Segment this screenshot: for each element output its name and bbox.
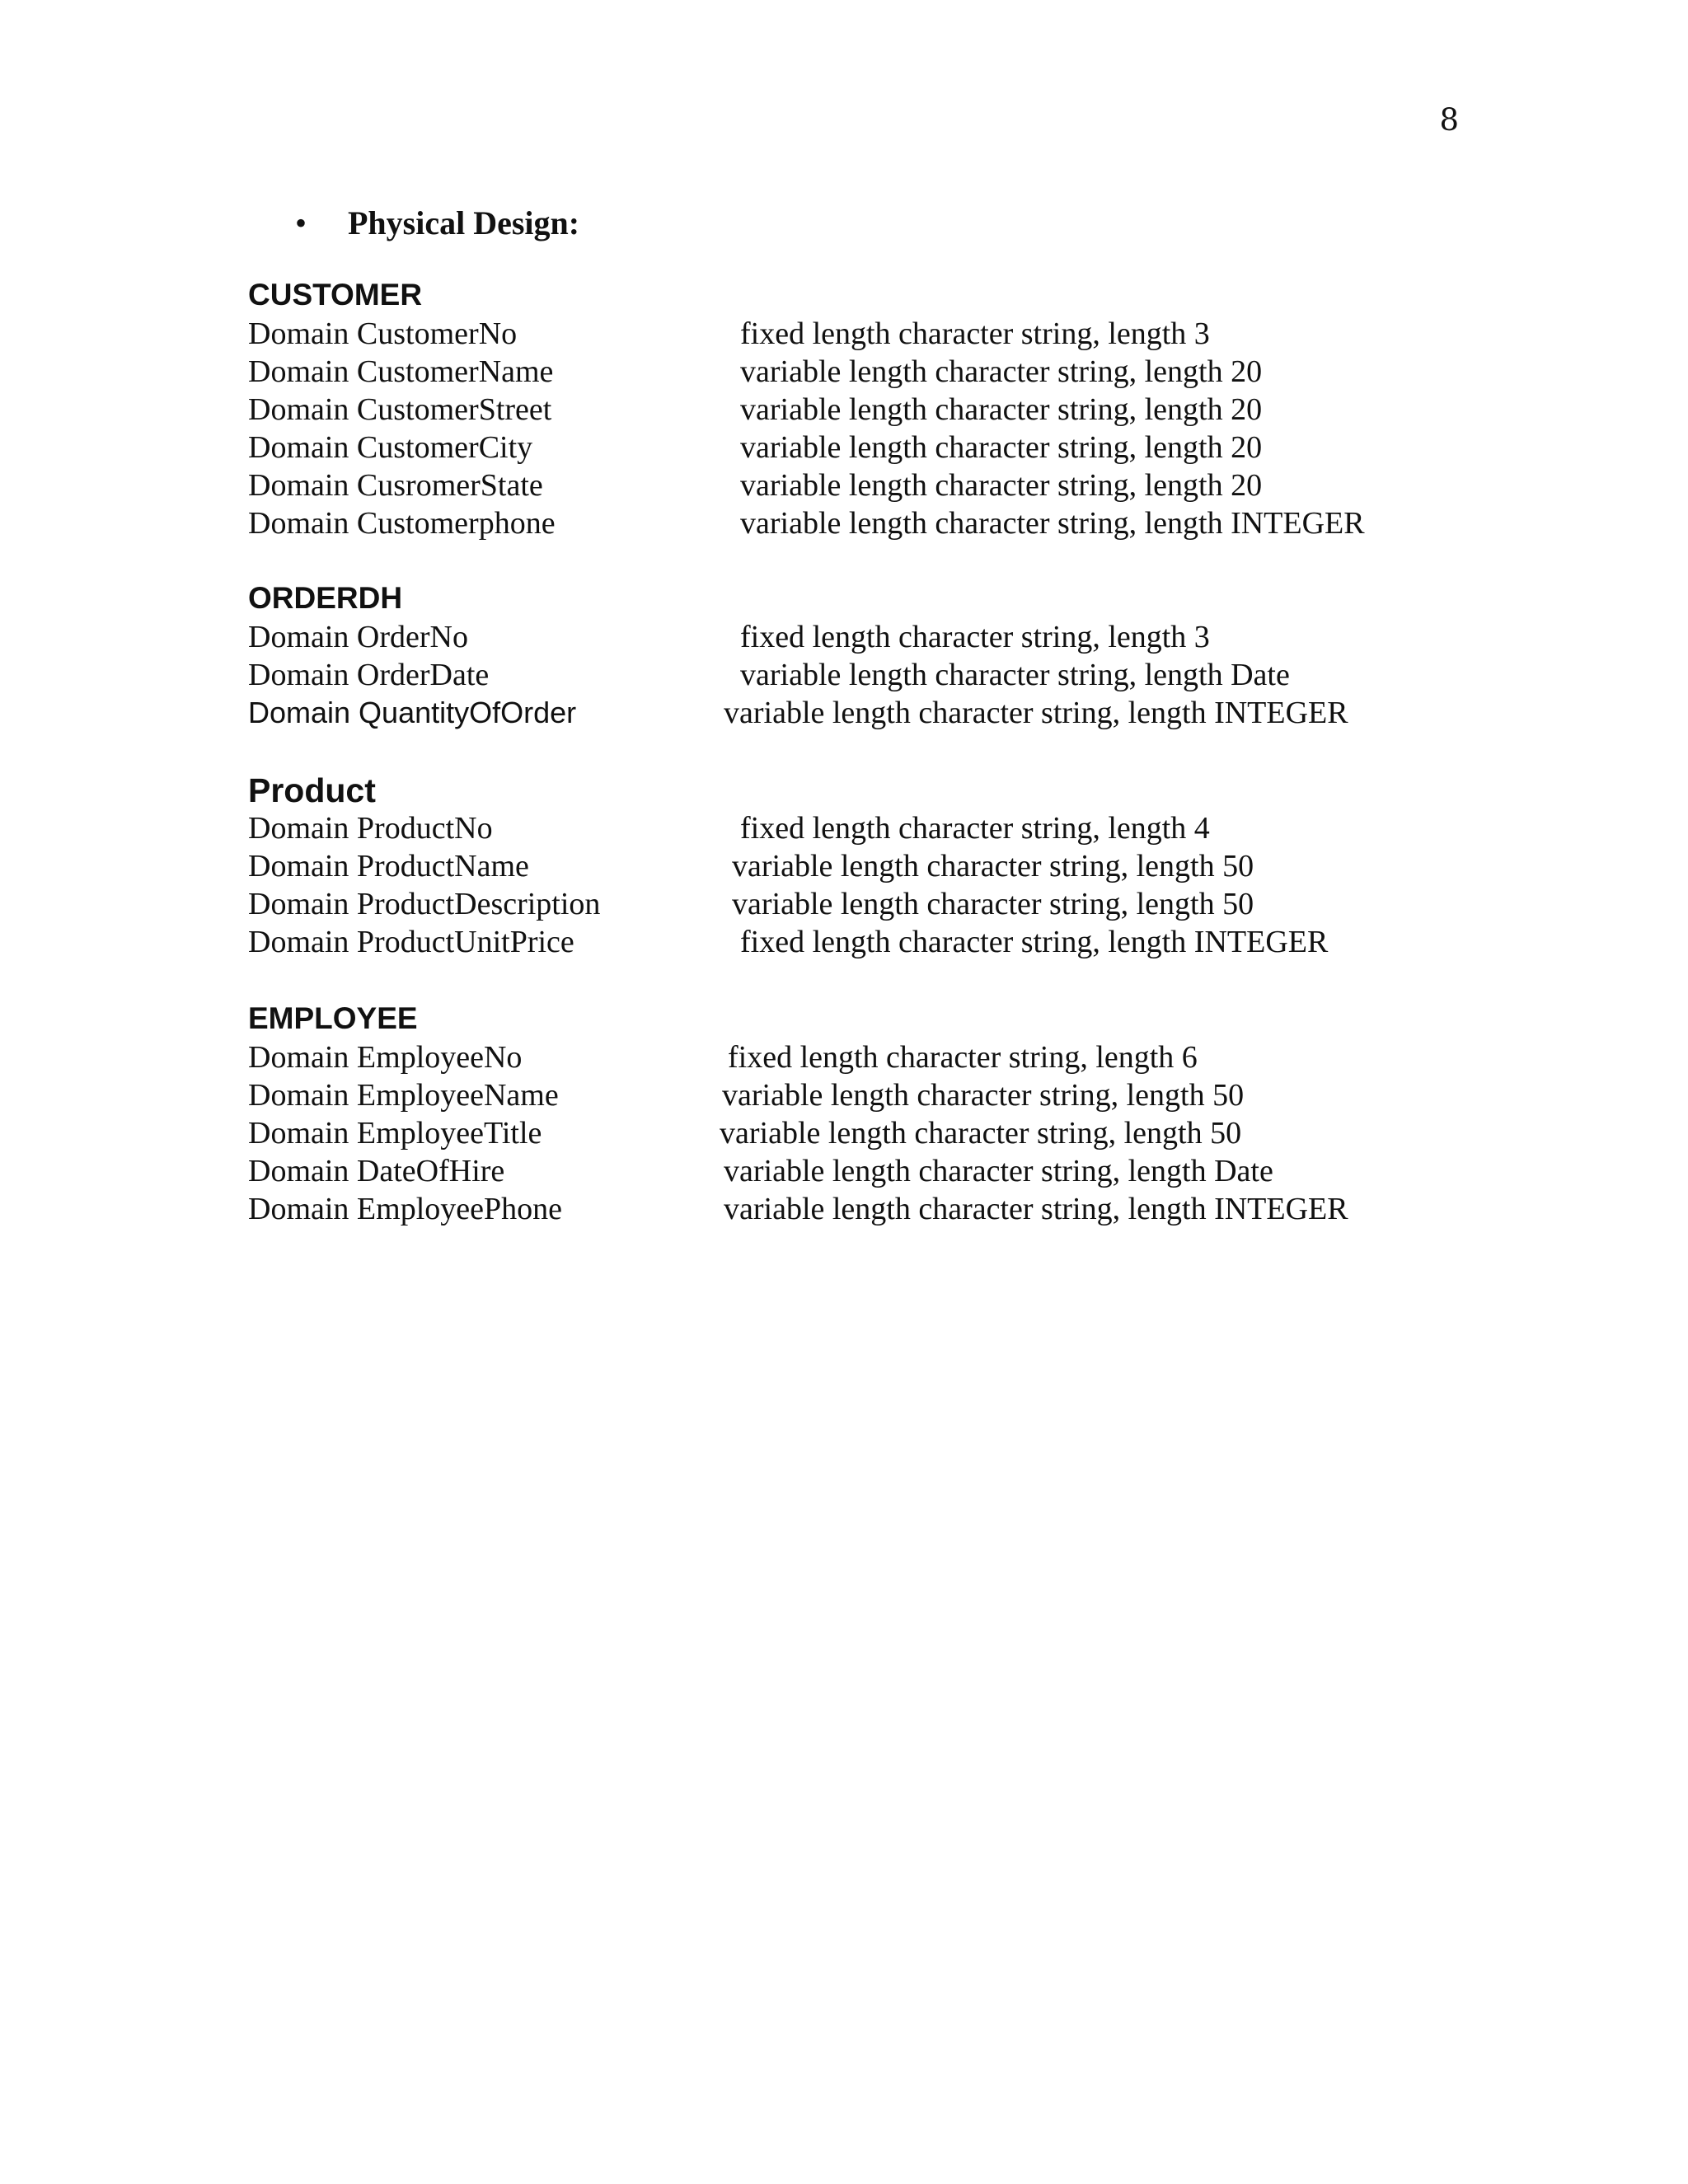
domain-name-text: Domain ProductDescription	[248, 887, 601, 921]
domain-type: fixed length character string, length 4	[740, 811, 1210, 846]
domain-type: variable length character string, length 50	[722, 1078, 1245, 1113]
domain-type: variable length character string, length INTEGER	[724, 1192, 1348, 1226]
domain-type: variable length character string, length 50	[732, 887, 1254, 921]
domain-name: Domain CustomerCity	[248, 430, 533, 465]
domain-row	[248, 923, 1484, 961]
domain-type: variable length character string, length 50	[720, 1116, 1242, 1151]
domain-row	[248, 315, 1484, 353]
domain-type: variable length character string, length 20	[740, 354, 1263, 389]
domain-type: fixed length character string, length 6	[728, 1040, 1198, 1075]
domain-type: fixed length character string, length 3	[740, 620, 1210, 654]
domain-name: Domain OrderDate	[248, 658, 490, 692]
domain-type: variable length character string, length Date	[724, 1154, 1273, 1188]
domain-name: Domain EmployeeNo	[248, 1040, 523, 1075]
domain-row	[248, 847, 1484, 885]
domain-type: variable length character string, length Date	[740, 658, 1290, 692]
domain-type: variable length character string, length 20	[740, 468, 1263, 503]
heading-text: Physical Design:	[348, 204, 580, 241]
domain-name: Domain ProductNo	[248, 811, 493, 846]
domain-row	[248, 618, 1484, 656]
domain-name: Domain OrderNo	[248, 620, 468, 654]
domain-name: Domain DateOfHire	[248, 1154, 505, 1188]
domain-name: Domain CustomerStreet	[248, 392, 552, 427]
domain-name: Domain ProductUnitPrice	[248, 925, 574, 959]
domain-row	[248, 656, 1484, 694]
domain-row	[248, 1114, 1484, 1152]
section-title-employee: EMPLOYEE	[248, 1001, 418, 1035]
domain-row	[248, 809, 1484, 847]
domain-type: fixed length character string, length INTEGER	[740, 925, 1329, 959]
product-section	[248, 770, 1484, 961]
customer-section	[248, 277, 1484, 542]
domain-row	[248, 504, 1484, 542]
employee-section	[248, 1001, 1484, 1228]
domain-row	[248, 1190, 1484, 1228]
domain-type: variable length character string, length 20	[740, 430, 1263, 465]
domain-type: variable length character string, length 20	[740, 392, 1263, 427]
domain-row	[248, 466, 1484, 504]
domain-row	[248, 885, 1484, 923]
page-number: 8	[1439, 102, 1459, 138]
domain-type: fixed length character string, length 3	[740, 316, 1210, 351]
domain-type: variable length character string, length INTEGER	[724, 696, 1348, 730]
domain-name: Domain QuantityOfOrder	[248, 696, 577, 729]
physical-design-heading	[295, 203, 579, 244]
domain-row	[248, 1076, 1484, 1114]
domain-name: Domain ProductName	[248, 849, 529, 883]
orderdh-section	[248, 580, 1484, 732]
bullet-glyph: •	[295, 204, 307, 241]
domain-name	[248, 885, 600, 923]
domain-name: Domain CustomerNo	[248, 316, 518, 351]
domain-type: variable length character string, length INTEGER	[740, 506, 1365, 541]
domain-type: variable length character string, length 50	[732, 849, 1254, 883]
domain-row	[248, 353, 1484, 391]
domain-name: Domain EmployeePhone	[248, 1192, 562, 1226]
domain-row	[248, 1038, 1484, 1076]
domain-name: Domain Customerphone	[248, 506, 556, 541]
domain-row	[248, 694, 1484, 732]
domain-name: Domain CustomerName	[248, 354, 554, 389]
section-title-orderdh: ORDERDH	[248, 581, 403, 615]
domain-name: Domain EmployeeTitle	[248, 1116, 542, 1151]
domain-name: Domain EmployeeName	[248, 1078, 559, 1113]
section-title-customer: CUSTOMER	[248, 278, 423, 312]
domain-row	[248, 429, 1484, 466]
domain-name: Domain CusromerState	[248, 468, 543, 503]
section-title-product: Product	[248, 771, 376, 809]
domain-row	[248, 391, 1484, 429]
domain-row	[248, 1152, 1484, 1190]
